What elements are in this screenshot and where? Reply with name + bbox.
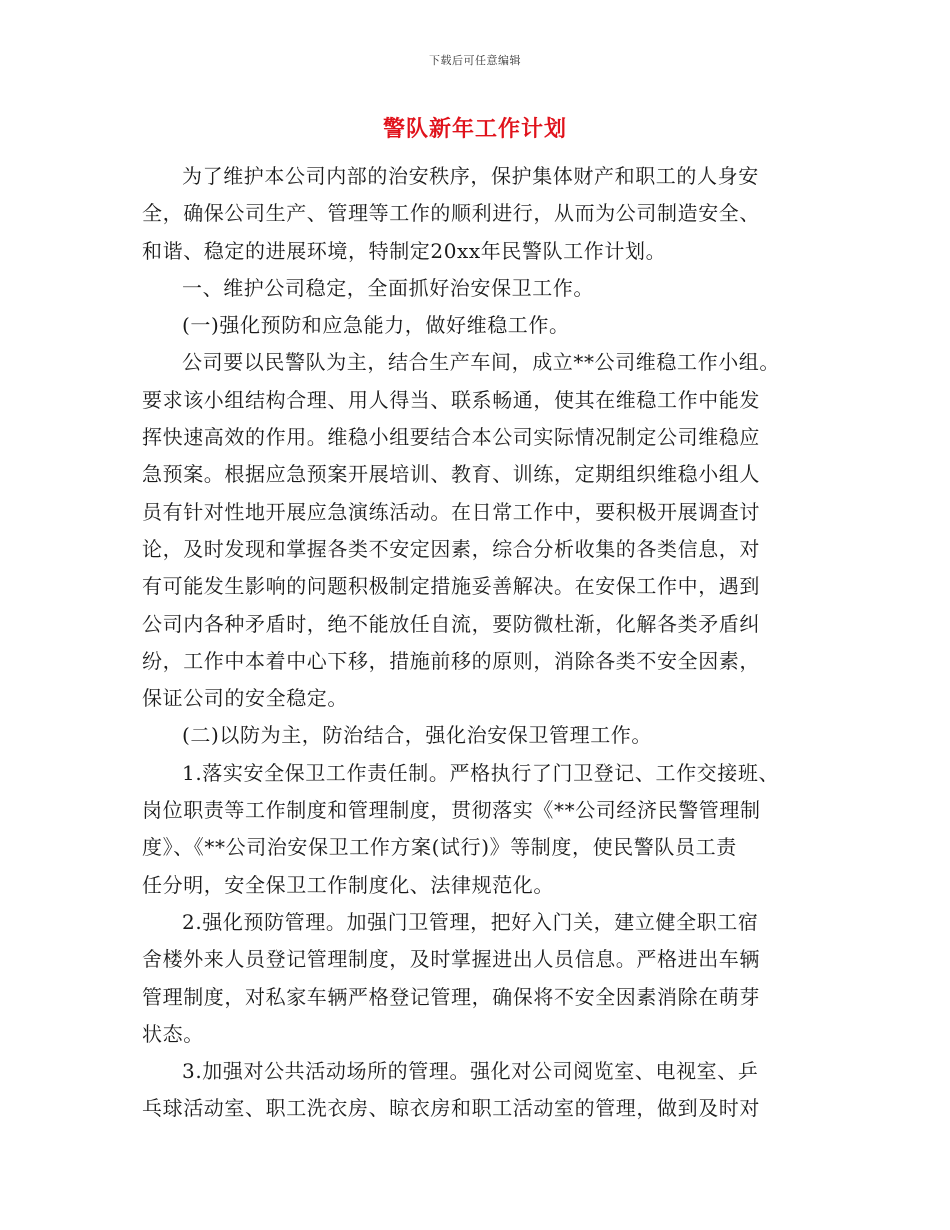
paragraph-line: 公司要以民警队为主，结合生产车间，成立**公司维稳工作小组。 (182, 350, 780, 375)
paragraph-line: 管理制度，对私家车辆严格登记管理，确保将不安全因素消除在萌芽 (142, 984, 760, 1009)
body-paragraph (142, 307, 802, 344)
paragraph-line: 1.落实安全保卫工作责任制。严格执行了门卫登记、工作交接班、 (182, 760, 780, 785)
paragraph-line: 任分明，安全保卫工作制度化、法律规范化。 (142, 872, 554, 897)
paragraph-line: 全，确保公司生产、管理等工作的顺利进行，从而为公司制造安全、 (142, 201, 760, 226)
paragraph-line: (一)强化预防和应急能力，做好维稳工作。 (182, 313, 570, 338)
document-body (142, 158, 802, 1128)
body-paragraph (142, 270, 802, 307)
paragraph-line: 论，及时发现和掌握各类不安定因素，综合分析收集的各类信息，对 (142, 536, 760, 561)
body-paragraph (142, 755, 802, 904)
document-title: 警队新年工作计划 (382, 116, 567, 142)
body-paragraph (142, 1053, 802, 1128)
paragraph-line: 一、维护公司稳定，全面抓好治安保卫工作。 (182, 275, 594, 300)
body-paragraph (142, 344, 802, 717)
paragraph-line: 和谐、稳定的进展环境，特制定20xx年民警队工作计划。 (142, 238, 667, 263)
paragraph-line: 岗位职责等工作制度和管理制度，贯彻落实《**公司经济民警管理制 (142, 798, 761, 823)
paragraph-line: (二)以防为主，防治结合，强化治安保卫管理工作。 (182, 723, 653, 748)
paragraph-line: 纷，工作中本着中心下移，措施前移的原则，消除各类不安全因素， (142, 648, 760, 673)
paragraph-line: 保证公司的安全稳定。 (142, 686, 348, 711)
paragraph-line: 为了维护本公司内部的治安秩序，保护集体财产和职工的人身安 (182, 164, 759, 188)
paragraph-line: 公司内各种矛盾时，绝不能放任自流，要防微杜渐，化解各类矛盾纠 (142, 611, 760, 636)
paragraph-line: 2.强化预防管理。加强门卫管理，把好入门关，建立健全职工宿 (182, 909, 759, 934)
page-header-note: 下载后可任意编辑 (429, 54, 521, 67)
paragraph-line: 度》、《**公司治安保卫工作方案(试行)》等制度，使民警队员工责 (142, 835, 737, 860)
paragraph-line: 有可能发生影响的问题积极制定措施妥善解决。在安保工作中，遇到 (142, 574, 760, 599)
body-paragraph (142, 158, 802, 270)
paragraph-line: 急预案。根据应急预案开展培训、教育、训练，定期组织维稳小组人 (142, 462, 760, 487)
paragraph-line: 乓球活动室、职工洗衣房、晾衣房和职工活动室的管理，做到及时对 (142, 1096, 760, 1121)
paragraph-line: 状态。 (142, 1021, 204, 1046)
body-paragraph (142, 904, 802, 1053)
paragraph-line: 挥快速高效的作用。维稳小组要结合本公司实际情况制定公司维稳应 (142, 425, 760, 450)
paragraph-line: 舍楼外来人员登记管理制度，及时掌握进出人员信息。严格进出车辆 (142, 947, 760, 972)
paragraph-line: 员有针对性地开展应急演练活动。在日常工作中，要积极开展调查讨 (142, 499, 760, 524)
paragraph-line: 3.加强对公共活动场所的管理。强化对公司阅览室、电视室、乒 (182, 1059, 759, 1084)
paragraph-line: 要求该小组结构合理、用人得当、联系畅通，使其在维稳工作中能发 (142, 387, 760, 412)
body-paragraph (142, 717, 802, 754)
